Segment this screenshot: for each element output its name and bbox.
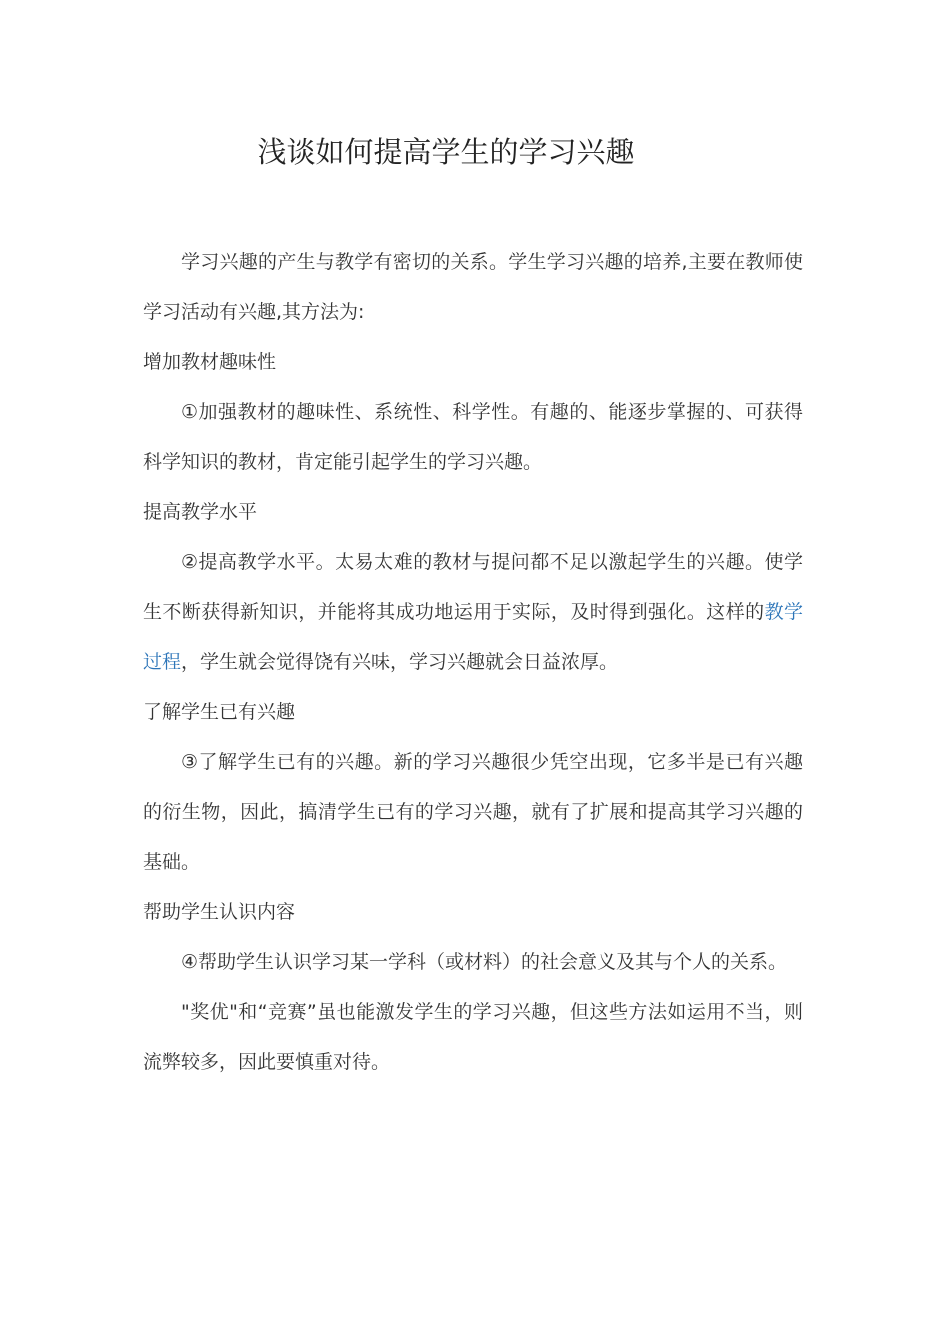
section-heading-2: 提高教学水平: [143, 501, 258, 523]
section-2-text-before-link: ②提高教学水平。太易太难的教材与提问都不足以激起学生的兴趣。使学生不断获得新知识，并能将其成功地运用于实际，及时得到强化。这样的: [143, 551, 803, 623]
section-2-text-after-link: ，学生就会觉得饶有兴味，学习兴趣就会日益浓厚。: [181, 651, 619, 673]
intro-paragraph: 学习兴趣的产生与教学有密切的关系。学生学习兴趣的培养,主要在教师使学习活动有兴趣,其方法为:: [143, 251, 803, 323]
section-paragraph-3: ③了解学生已有的兴趣。新的学习兴趣很少凭空出现，它多半是已有兴趣的衍生物，因此，搞清学生已有的学习兴趣，就有了扩展和提高其学习兴趣的基础。: [143, 751, 803, 873]
teaching-process-link[interactable]: 教学过程: [143, 601, 803, 673]
document-body: [143, 237, 803, 1087]
document-title: 浅谈如何提高学生的学习兴趣: [257, 135, 635, 169]
section-paragraph-4: ④帮助学生认识学习某一学科（或材料）的社会意义及其与个人的关系。: [181, 951, 788, 973]
section-heading-3: 了解学生已有兴趣: [143, 701, 296, 723]
closing-paragraph: "奖优"和“竞赛”虽也能激发学生的学习兴趣，但这些方法如运用不当，则流弊较多，因此要慎重对待。: [143, 1001, 803, 1073]
section-heading-4: 帮助学生认识内容: [143, 901, 296, 923]
section-paragraph-2: [143, 537, 803, 687]
section-paragraph-1: ①加强教材的趣味性、系统性、科学性。有趣的、能逐步掌握的、可获得科学知识的教材，肯定能引起学生的学习兴趣。: [143, 401, 803, 473]
section-heading-1: 增加教材趣味性: [143, 351, 277, 373]
